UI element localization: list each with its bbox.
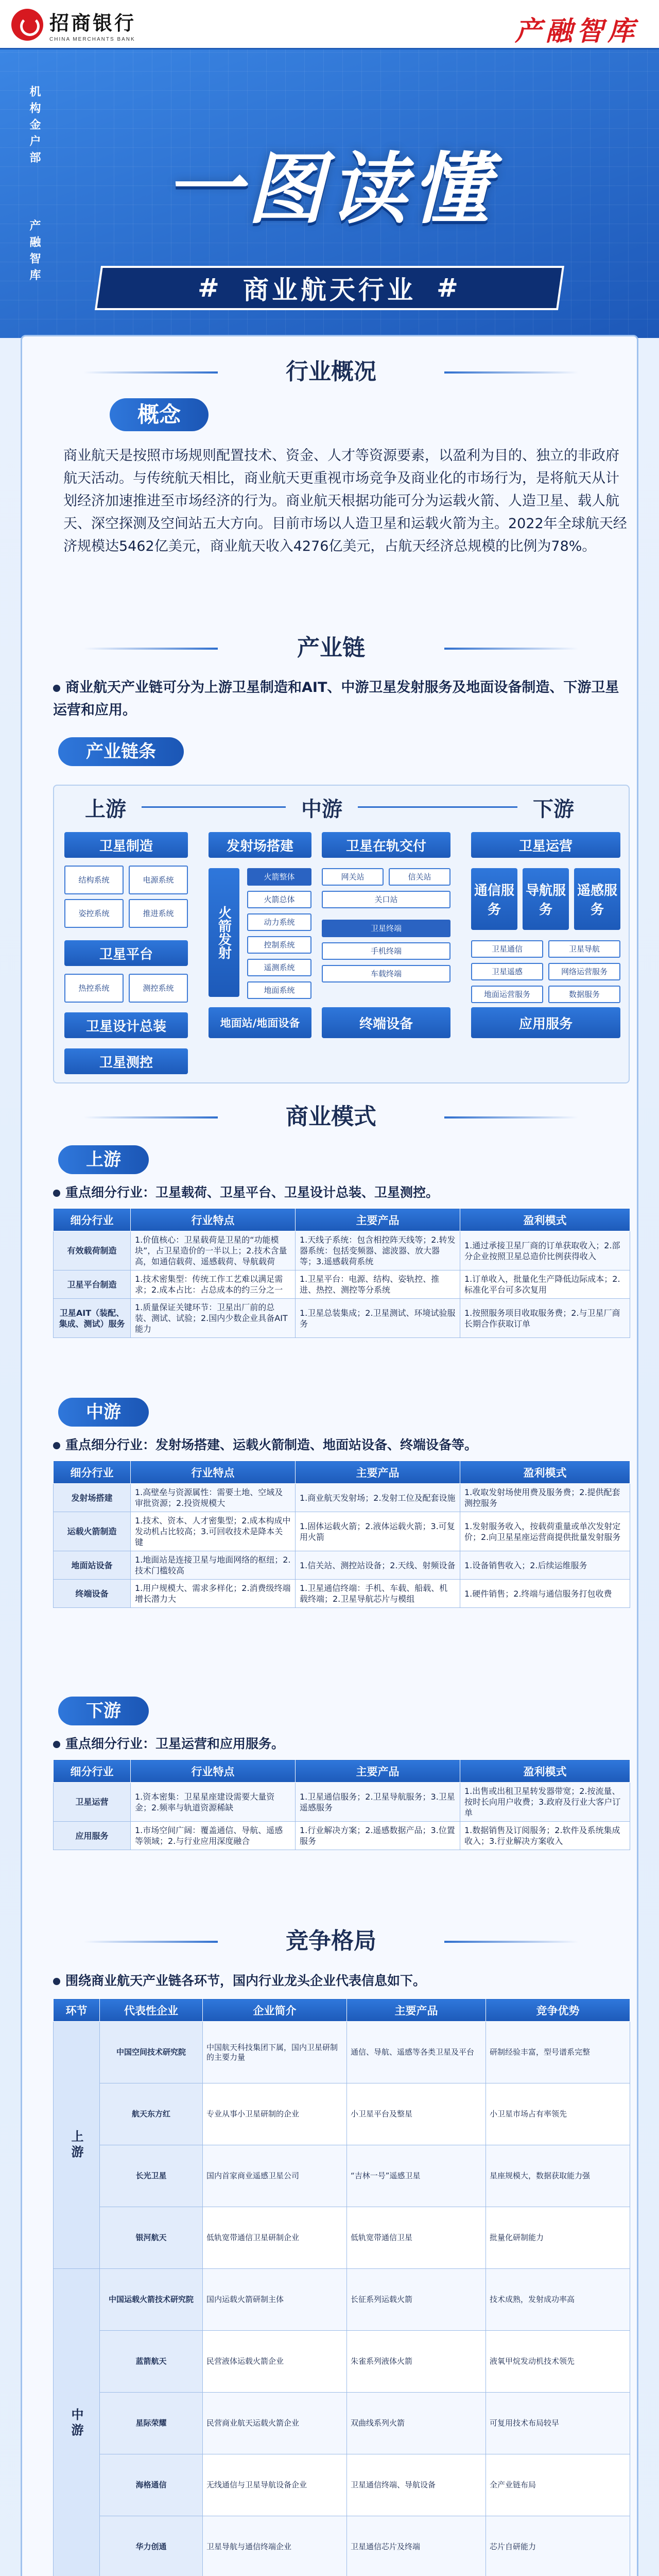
node-propulsion: 推进系统 bbox=[129, 899, 188, 928]
table-row bbox=[54, 1512, 630, 1551]
table-cell: 1.收取发射场使用费及服务费；2.提供配套测控服务 bbox=[460, 1484, 630, 1512]
cmb-logo-icon bbox=[11, 9, 43, 41]
table-cell: 1.用户规模大、需求多样化；2.消费级终端增长潜力大 bbox=[131, 1580, 296, 1608]
table-header: 主要产品 bbox=[296, 1760, 460, 1783]
box-satellite-tt-c: 卫星测控 bbox=[64, 1048, 188, 1074]
table-row bbox=[54, 2269, 630, 2331]
table-header: 行业特点 bbox=[131, 1461, 296, 1484]
table-cell: 1.信关站、测控站设备；2.天线、射频设备 bbox=[296, 1551, 460, 1580]
chain-description: 商业航天产业链可分为上游卫星制造和AIT、中游卫星发射服务及地面设备制造、下游卫星运营和应用。 bbox=[53, 676, 625, 722]
table-header: 企业简介 bbox=[203, 1999, 347, 2022]
node-gateway-station: 网关站 bbox=[322, 868, 384, 886]
table-header: 盈利模式 bbox=[460, 1461, 630, 1484]
table-cell: 低轨宽带通信卫星研制企业 bbox=[203, 2207, 347, 2269]
table-cell: 朱雀系列液体火箭 bbox=[347, 2331, 486, 2393]
pill-upstream: 上游 bbox=[58, 1145, 149, 1174]
top-bar bbox=[0, 0, 659, 49]
pill-concept: 概念 bbox=[110, 398, 209, 431]
table-cell: 1.高壁垒与资源属性：需要土地、空域及审批资源；2.投资规模大 bbox=[131, 1484, 296, 1512]
table-cell: 小卫星市场占有率领先 bbox=[486, 2083, 630, 2145]
table-header: 盈利模式 bbox=[460, 1760, 630, 1783]
node-phone-terminal: 手机终端 bbox=[322, 942, 450, 960]
upstream-model-table bbox=[53, 1208, 630, 1338]
section-title-chain: 产业链 bbox=[228, 630, 434, 666]
midstream-model-table bbox=[53, 1461, 630, 1608]
node-gateway-hub: 关口站 bbox=[322, 891, 450, 908]
table-row bbox=[54, 2207, 630, 2269]
box-terminal-equipment: 终端设备 bbox=[322, 1007, 450, 1038]
node-data-service: 数据服务 bbox=[548, 986, 620, 1003]
side-tag-brand: 产融智库 bbox=[28, 219, 41, 285]
table-row bbox=[54, 1822, 630, 1850]
table-header: 主要产品 bbox=[296, 1461, 460, 1484]
table-cell: 卫星AIT（装配、集成、测试）服务 bbox=[54, 1299, 131, 1338]
node-control-system: 控制系统 bbox=[247, 936, 311, 954]
table-cell: 卫星运营 bbox=[54, 1783, 131, 1822]
node-telemetry: 遥测系统 bbox=[247, 959, 311, 976]
company-name: 华力创通 bbox=[100, 2516, 203, 2576]
table-cell: 技术成熟，发射成功率高 bbox=[486, 2269, 630, 2331]
table-header: 细分行业 bbox=[54, 1461, 131, 1484]
node-attitude: 姿控系统 bbox=[64, 899, 124, 928]
table-cell: 1.设备销售收入；2.后续运维服务 bbox=[460, 1551, 630, 1580]
box-ground-station: 地面站/地面设备 bbox=[209, 1007, 311, 1038]
node-rocket-overall: 火箭总体 bbox=[247, 891, 311, 908]
table-cell: 1.技术、资本、人才密集型；2.成本构成中发动机占比较高；3.可回收技术是降本关键 bbox=[131, 1512, 296, 1551]
table-header: 主要产品 bbox=[296, 1209, 460, 1231]
table-header: 主要产品 bbox=[347, 1999, 486, 2022]
pill-downstream: 下游 bbox=[58, 1697, 149, 1725]
segment-midstream: 中游 bbox=[54, 2269, 100, 2576]
table-cell: 1.固体运载火箭；2.液体运载火箭；3.可复用火箭 bbox=[296, 1512, 460, 1551]
table-cell: 有效载荷制造 bbox=[54, 1231, 131, 1270]
table-cell: 中国航天科技集团下属，国内卫星研制的主要力量 bbox=[203, 2022, 347, 2083]
table-row bbox=[54, 2516, 630, 2576]
node-power: 电源系统 bbox=[129, 866, 188, 894]
table-cell: 1.商业航天发射场；2.发射工位及配套设施 bbox=[296, 1484, 460, 1512]
box-navigation-service: 导航服务 bbox=[523, 868, 569, 930]
table-row bbox=[54, 1580, 630, 1608]
table-cell: 民营液体运载火箭企业 bbox=[203, 2331, 347, 2393]
table-cell: 1.数据销售及订阅服务；2.软件及系统集成收入；3.行业解决方案收入 bbox=[460, 1822, 630, 1850]
segment-upstream: 上游 bbox=[54, 2022, 100, 2269]
hero-subtitle-text: 商业航天行业 bbox=[243, 275, 416, 305]
content-card bbox=[21, 335, 638, 2576]
node-satellite-terminal: 卫星终端 bbox=[322, 920, 450, 937]
competition-bullet: 围绕商业航天产业链各环节，国内行业龙头企业代表信息如下。 bbox=[53, 1970, 625, 1992]
side-tag-dept: 机构金户部 bbox=[28, 86, 41, 168]
node-tt-c: 测控系统 bbox=[129, 974, 188, 1003]
upstream-bullet: 重点细分行业：卫星载荷、卫星平台、卫星设计总装、卫星测控。 bbox=[53, 1181, 625, 1204]
table-cell: 1.技术密集型：传统工作工艺难以满足需求；2.成本占比：占总成本的约三分之一 bbox=[131, 1270, 296, 1299]
box-rocket-launch: 火箭发射 bbox=[209, 868, 239, 997]
table-header: 竞争优势 bbox=[486, 1999, 630, 2022]
box-application-service: 应用服务 bbox=[471, 1007, 620, 1038]
box-launch-site: 发射场搭建 bbox=[209, 832, 311, 858]
table-cell: 1.天线子系统：包含相控阵天线等；2.转发器系统：包括变频器、滤波器、放大器等；3.遥感载荷系统 bbox=[296, 1231, 460, 1270]
table-cell: 批量化研制能力 bbox=[486, 2207, 630, 2269]
table-cell: 无线通信与卫星导航设备企业 bbox=[203, 2454, 347, 2516]
box-orbit-delivery: 卫星在轨交付 bbox=[322, 832, 450, 858]
table-row bbox=[54, 1270, 630, 1299]
node-ground-system: 地面系统 bbox=[247, 981, 311, 999]
company-name: 星际荣耀 bbox=[100, 2393, 203, 2454]
table-cell: 1.出售或出租卫星转发器带宽；2.按流量、按时长向用户收费；3.政府及行业大客户订单 bbox=[460, 1783, 630, 1822]
node-sat-rs: 卫星遥感 bbox=[471, 963, 543, 980]
table-cell: 芯片自研能力 bbox=[486, 2516, 630, 2576]
company-name: 银河航天 bbox=[100, 2207, 203, 2269]
industry-chain-diagram bbox=[53, 785, 630, 1083]
table-cell: 运载火箭制造 bbox=[54, 1512, 131, 1551]
table-cell: 1.地面站是连接卫星与地面网络的枢纽；2.技术门槛较高 bbox=[131, 1551, 296, 1580]
table-cell: 卫星通信芯片及终端 bbox=[347, 2516, 486, 2576]
table-row bbox=[54, 1783, 630, 1822]
section-title-overview: 行业概况 bbox=[228, 354, 434, 390]
table-cell: 小卫星平台及整星 bbox=[347, 2083, 486, 2145]
table-cell: 1.卫星平台：电源、结构、姿轨控、推进、热控、测控等分系统 bbox=[296, 1270, 460, 1299]
midstream-bullet: 重点细分行业：发射场搭建、运载火箭制造、地面站设备、终端设备等。 bbox=[53, 1434, 625, 1456]
table-cell: 1.硬件销售；2.终端与通信服务打包收费 bbox=[460, 1580, 630, 1608]
table-row bbox=[54, 1551, 630, 1580]
competition-table bbox=[53, 1998, 630, 2576]
box-satellite-assembly: 卫星设计总装 bbox=[64, 1012, 188, 1038]
pill-chain: 产业链条 bbox=[58, 737, 184, 766]
chain-header-down: 下游 bbox=[533, 798, 574, 821]
node-power-system: 动力系统 bbox=[247, 913, 311, 931]
box-communication-service: 通信服务 bbox=[471, 868, 517, 930]
company-name: 航天东方红 bbox=[100, 2083, 203, 2145]
node-structure: 结构系统 bbox=[64, 866, 124, 894]
downstream-bullet: 重点细分行业：卫星运营和应用服务。 bbox=[53, 1733, 625, 1755]
logo-name-en: CHINA MERCHANTS BANK bbox=[49, 37, 135, 42]
table-row bbox=[54, 1231, 630, 1270]
section-title-competition: 竞争格局 bbox=[228, 1923, 434, 1959]
table-cell: 卫星平台制造 bbox=[54, 1270, 131, 1299]
chain-arrow bbox=[358, 806, 517, 808]
table-header: 细分行业 bbox=[54, 1209, 131, 1231]
table-cell: “吉林一号”遥感卫星 bbox=[347, 2145, 486, 2207]
node-network-op: 网络运营服务 bbox=[548, 963, 620, 980]
chain-arrow bbox=[142, 806, 286, 808]
node-ground-op: 地面运营服务 bbox=[471, 986, 543, 1003]
company-name: 蓝箭航天 bbox=[100, 2331, 203, 2393]
table-cell: 低轨宽带通信卫星 bbox=[347, 2207, 486, 2269]
brand-title: 产融智库 bbox=[514, 15, 638, 47]
table-cell: 1.质量保证关键环节：卫星出厂前的总装、测试、试验；2.国内少数企业具备AIT能力 bbox=[131, 1299, 296, 1338]
node-sat-comm: 卫星通信 bbox=[471, 940, 543, 958]
table-cell: 发射场搭建 bbox=[54, 1484, 131, 1512]
table-header: 行业特点 bbox=[131, 1760, 296, 1783]
hash-icon: # bbox=[198, 273, 222, 303]
table-cell: 应用服务 bbox=[54, 1822, 131, 1850]
table-cell: 1.价值核心：卫星载荷是卫星的“功能模块”，占卫星造价的一半以上；2.技术含量高，如通信载荷、遥感载荷、导航载荷 bbox=[131, 1231, 296, 1270]
table-cell: 液氧甲烷发动机技术领先 bbox=[486, 2331, 630, 2393]
table-row bbox=[54, 2022, 630, 2083]
table-cell: 专业从事小卫星研制的企业 bbox=[203, 2083, 347, 2145]
table-cell: 1.通过承接卫星厂商的订单获取收入；2.部分企业按照卫星总造价比例获得收入 bbox=[460, 1231, 630, 1270]
table-cell: 卫星导航与通信终端企业 bbox=[203, 2516, 347, 2576]
table-row bbox=[54, 1484, 630, 1512]
concept-text: 商业航天是按照市场规则配置技术、资金、人才等资源要素，以盈利为目的、独立的非政府航天活动。与传统航天相比，商业航天更重视市场竞争及商业化的市场行为，是将航天从计划经济加速推进至市场经济的行为。商业航天根据功能可分为运载火箭、人造卫星、载人航天、深空探测及空间站五大方向。目前市场以人造卫星和运载火箭为主。2022年全球航天经济规模达5462亿美元，商业航天收入4276亿美元，占航天经济总规模的比例为78%。 bbox=[63, 448, 627, 554]
table-cell: 1.资本密集：卫星星座建设需要大量资金；2.频率与轨道资源稀缺 bbox=[131, 1783, 296, 1822]
table-row bbox=[54, 2083, 630, 2145]
table-cell: 1.按照服务项目收取服务费；2.与卫星厂商长期合作获取订单 bbox=[460, 1299, 630, 1338]
table-cell: 1.发射服务收入，按载荷重量或单次发射定价；2.向卫星星座运营商提供批量发射服务 bbox=[460, 1512, 630, 1551]
table-cell: 全产业链布局 bbox=[486, 2454, 630, 2516]
table-header: 细分行业 bbox=[54, 1760, 131, 1783]
table-cell: 1.卫星通信终端：手机、车载、船载、机载终端；2.卫星导航芯片与模组 bbox=[296, 1580, 460, 1608]
table-cell: 民营商业航天运载火箭企业 bbox=[203, 2393, 347, 2454]
company-name: 海格通信 bbox=[100, 2454, 203, 2516]
table-cell: 终端设备 bbox=[54, 1580, 131, 1608]
chain-header-mid: 中游 bbox=[301, 798, 342, 821]
table-cell: 1.卫星总装集成；2.卫星测试、环境试验服务 bbox=[296, 1299, 460, 1338]
table-header: 行业特点 bbox=[131, 1209, 296, 1231]
node-sat-nav: 卫星导航 bbox=[548, 940, 620, 958]
box-remote-sensing-service: 遥感服务 bbox=[574, 868, 620, 930]
node-vehicle-terminal: 车载终端 bbox=[322, 965, 450, 982]
table-cell: 卫星通信终端、导航设备 bbox=[347, 2454, 486, 2516]
node-rocket-whole: 火箭整体 bbox=[247, 868, 311, 886]
hash-icon: # bbox=[437, 273, 461, 303]
table-cell: 1.市场空间广阔：覆盖通信、导航、遥感等领域；2.与行业应用深度融合 bbox=[131, 1822, 296, 1850]
table-cell: 长征系列运载火箭 bbox=[347, 2269, 486, 2331]
downstream-model-table bbox=[53, 1759, 630, 1850]
hero-subtitle bbox=[95, 266, 564, 310]
table-cell: 地面站设备 bbox=[54, 1551, 131, 1580]
box-satellite-platform: 卫星平台 bbox=[64, 940, 188, 966]
table-cell: 通信、导航、遥感等各类卫星及平台 bbox=[347, 2022, 486, 2083]
table-cell: 研制经验丰富，型号谱系完整 bbox=[486, 2022, 630, 2083]
cmb-logo bbox=[11, 7, 136, 42]
table-row bbox=[54, 2393, 630, 2454]
table-cell: 可复用技术布局较早 bbox=[486, 2393, 630, 2454]
logo-name-cn: 招商银行 bbox=[49, 13, 136, 35]
table-row bbox=[54, 2454, 630, 2516]
table-header: 盈利模式 bbox=[460, 1209, 630, 1231]
table-cell: 双曲线系列火箭 bbox=[347, 2393, 486, 2454]
table-row bbox=[54, 2145, 630, 2207]
node-thermal: 热控系统 bbox=[64, 974, 124, 1003]
table-row bbox=[54, 1299, 630, 1338]
hero-title: 一图读懂 bbox=[164, 145, 494, 234]
pill-midstream: 中游 bbox=[58, 1398, 149, 1427]
table-cell: 国内运载火箭研制主体 bbox=[203, 2269, 347, 2331]
table-row bbox=[54, 2331, 630, 2393]
box-satellite-manufacturing: 卫星制造 bbox=[64, 832, 188, 858]
section-title-model: 商业模式 bbox=[228, 1099, 434, 1135]
node-trust-gateway: 信关站 bbox=[389, 868, 450, 886]
table-cell: 1.订单收入，批量化生产降低边际成本；2.标准化平台可多次复用 bbox=[460, 1270, 630, 1299]
box-satellite-operation: 卫星运营 bbox=[471, 832, 620, 858]
company-name: 长光卫星 bbox=[100, 2145, 203, 2207]
table-cell: 1.卫星通信服务；2.卫星导航服务；3.卫星遥感服务 bbox=[296, 1783, 460, 1822]
company-name: 中国运载火箭技术研究院 bbox=[100, 2269, 203, 2331]
table-header: 环节 bbox=[54, 1999, 100, 2022]
hero-banner bbox=[0, 49, 659, 338]
company-name: 中国空间技术研究院 bbox=[100, 2022, 203, 2083]
table-cell: 1.行业解决方案；2.遥感数据产品；3.位置服务 bbox=[296, 1822, 460, 1850]
table-cell: 国内首家商业遥感卫星公司 bbox=[203, 2145, 347, 2207]
table-header: 代表性企业 bbox=[100, 1999, 203, 2022]
table-cell: 星座规模大，数据获取能力强 bbox=[486, 2145, 630, 2207]
chain-header-up: 上游 bbox=[85, 798, 126, 821]
